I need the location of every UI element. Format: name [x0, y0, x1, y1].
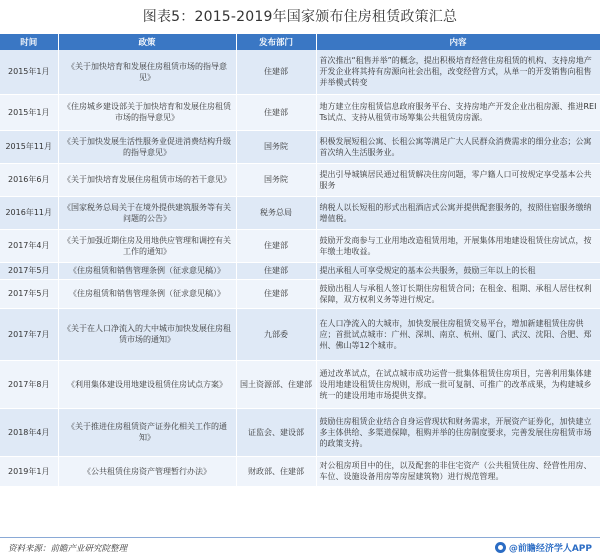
cell-time: 2015年1月	[0, 50, 58, 94]
cell-policy: 《利用集体建设用地建设租赁住房试点方案》	[58, 360, 236, 408]
table-row	[0, 456, 600, 486]
cell-content: 提出引导城镇居民通过租赁解决住房问题，零户籍人口可按规定享受基本公共服务	[316, 163, 600, 196]
table-row	[0, 308, 600, 360]
cell-policy: 《关于在人口净流入的大中城市加快发展住房租赁市场的通知》	[58, 308, 236, 360]
cell-dept: 财政部、住建部	[236, 456, 316, 486]
cell-content: 积极发展短租公寓、长租公寓等满足广大人民群众消费需求的细分业态；公寓首次纳入生活服务业。	[316, 130, 600, 163]
cell-dept: 住建部	[236, 262, 316, 279]
cell-dept: 国土资源部、住建部	[236, 360, 316, 408]
cell-dept: 国务院	[236, 130, 316, 163]
cell-dept: 住建部	[236, 279, 316, 308]
header-time: 时间	[0, 34, 58, 50]
footer	[0, 537, 600, 558]
table-row	[0, 130, 600, 163]
table-row	[0, 196, 600, 229]
cell-time: 2017年5月	[0, 279, 58, 308]
cell-time: 2015年1月	[0, 94, 58, 130]
cell-content: 提出承租人可享受规定的基本公共服务，鼓励三年以上的长租	[316, 262, 600, 279]
cell-policy: 《关于加快培育发展住房租赁市场的若干意见》	[58, 163, 236, 196]
cell-dept: 住建部	[236, 94, 316, 130]
table-row	[0, 360, 600, 408]
cell-time: 2016年6月	[0, 163, 58, 196]
brand-mark	[495, 541, 592, 554]
cell-policy: 《关于加强近期住房及用地供应管理和调控有关工作的通知》	[58, 229, 236, 262]
cell-content: 对公租房项目中的住，以及配套的非住宅资产（公共租赁住房、经营性用房、车位、设施设备用房等房屋建筑物）进行规范管理。	[316, 456, 600, 486]
cell-dept: 国务院	[236, 163, 316, 196]
table-row	[0, 163, 600, 196]
table-row	[0, 262, 600, 279]
cell-policy: 《住房租赁和销售管理条例（征求意见稿）》	[58, 262, 236, 279]
cell-time: 2019年1月	[0, 456, 58, 486]
header-policy: 政策	[58, 34, 236, 50]
cell-policy: 《国家税务总局关于在境外提供建筑服务等有关问题的公告》	[58, 196, 236, 229]
header-dept: 发布部门	[236, 34, 316, 50]
cell-time: 2018年4月	[0, 408, 58, 456]
page-title: 图表5：2015-2019年国家颁布住房租赁政策汇总	[142, 9, 458, 25]
brand-label: @前瞻经济学人APP	[508, 544, 592, 554]
cell-content: 通过改革试点，在试点城市成功运营一批集体租赁住房项目，完善利用集体建设用地建设租赁住房规则，形成一批可复制、可推广的改革成果，为构建城乡统一的建设用地市场提供支撑。	[316, 360, 600, 408]
cell-content: 鼓励开发商参与工业用地改造租赁用地，开展集体用地建设租赁住房试点，按年缴土地收益。	[316, 229, 600, 262]
header-content: 内容	[316, 34, 600, 50]
cell-dept: 住建部	[236, 229, 316, 262]
cell-policy: 《住房城乡建设部关于加快培育和发展住房租赁市场的指导意见》	[58, 94, 236, 130]
source-note: 资料来源：前瞻产业研究院整理	[8, 544, 128, 554]
cell-time: 2017年8月	[0, 360, 58, 408]
cell-policy: 《关于加快发展生活性服务业促进消费结构升级的指导意见》	[58, 130, 236, 163]
table-header	[0, 34, 600, 50]
cell-time: 2015年11月	[0, 130, 58, 163]
cell-policy: 《关于推进住房租赁资产证券化相关工作的通知》	[58, 408, 236, 456]
table-row	[0, 408, 600, 456]
policy-table	[0, 34, 600, 487]
cell-content: 在人口净流入的大城市，加快发展住房租赁交易平台，增加新建租赁住房供应；首批试点城市：广州、深圳、南京、杭州、厦门、武汉、沈阳、合肥、郑州、佛山等12个城市。	[316, 308, 600, 360]
cell-content: 纳税人以长短租的形式出租酒店式公寓并提供配套服务的，按照住宿服务缴纳增值税。	[316, 196, 600, 229]
cell-time: 2017年5月	[0, 262, 58, 279]
cell-content: 鼓励出租人与承租人签订长期住房租赁合同；在租金、租期、承租人居住权利保障，双方权利义务等进行规定。	[316, 279, 600, 308]
cell-dept: 住建部	[236, 50, 316, 94]
cell-dept: 税务总局	[236, 196, 316, 229]
cell-content: 首次推出“租售并举”的概念，提出积极培育经营住房租赁的机构、支持房地产开发企业将其持有房源向社会出租，改变经营方式，从单一的开发销售向租售并举模式转变	[316, 50, 600, 94]
cell-dept: 证监会、建设部	[236, 408, 316, 456]
cell-time: 2017年4月	[0, 229, 58, 262]
cell-policy: 《住房租赁和销售管理条例（征求意见稿）》	[58, 279, 236, 308]
cell-time: 2017年7月	[0, 308, 58, 360]
table-row	[0, 50, 600, 94]
table-row	[0, 279, 600, 308]
cell-time: 2016年11月	[0, 196, 58, 229]
cell-dept: 九部委	[236, 308, 316, 360]
cell-policy: 《公共租赁住房资产管理暂行办法》	[58, 456, 236, 486]
brand-logo-icon	[495, 542, 506, 553]
cell-content: 鼓励住房租赁企业结合自身运营现状和财务需求，开展资产证券化，加快建立多主体供给、多渠道保障，租购并举的住房制度要求，完善发展住房租赁市场的政策支持。	[316, 408, 600, 456]
table-row	[0, 94, 600, 130]
cell-content: 地方建立住房租赁信息政府服务平台、支持房地产开发企业出租房源、推进REITs试点、支持从租赁市场筹集公共租赁房房源。	[316, 94, 600, 130]
table-row	[0, 229, 600, 262]
cell-policy: 《关于加快培育和发展住房租赁市场的指导意见》	[58, 50, 236, 94]
